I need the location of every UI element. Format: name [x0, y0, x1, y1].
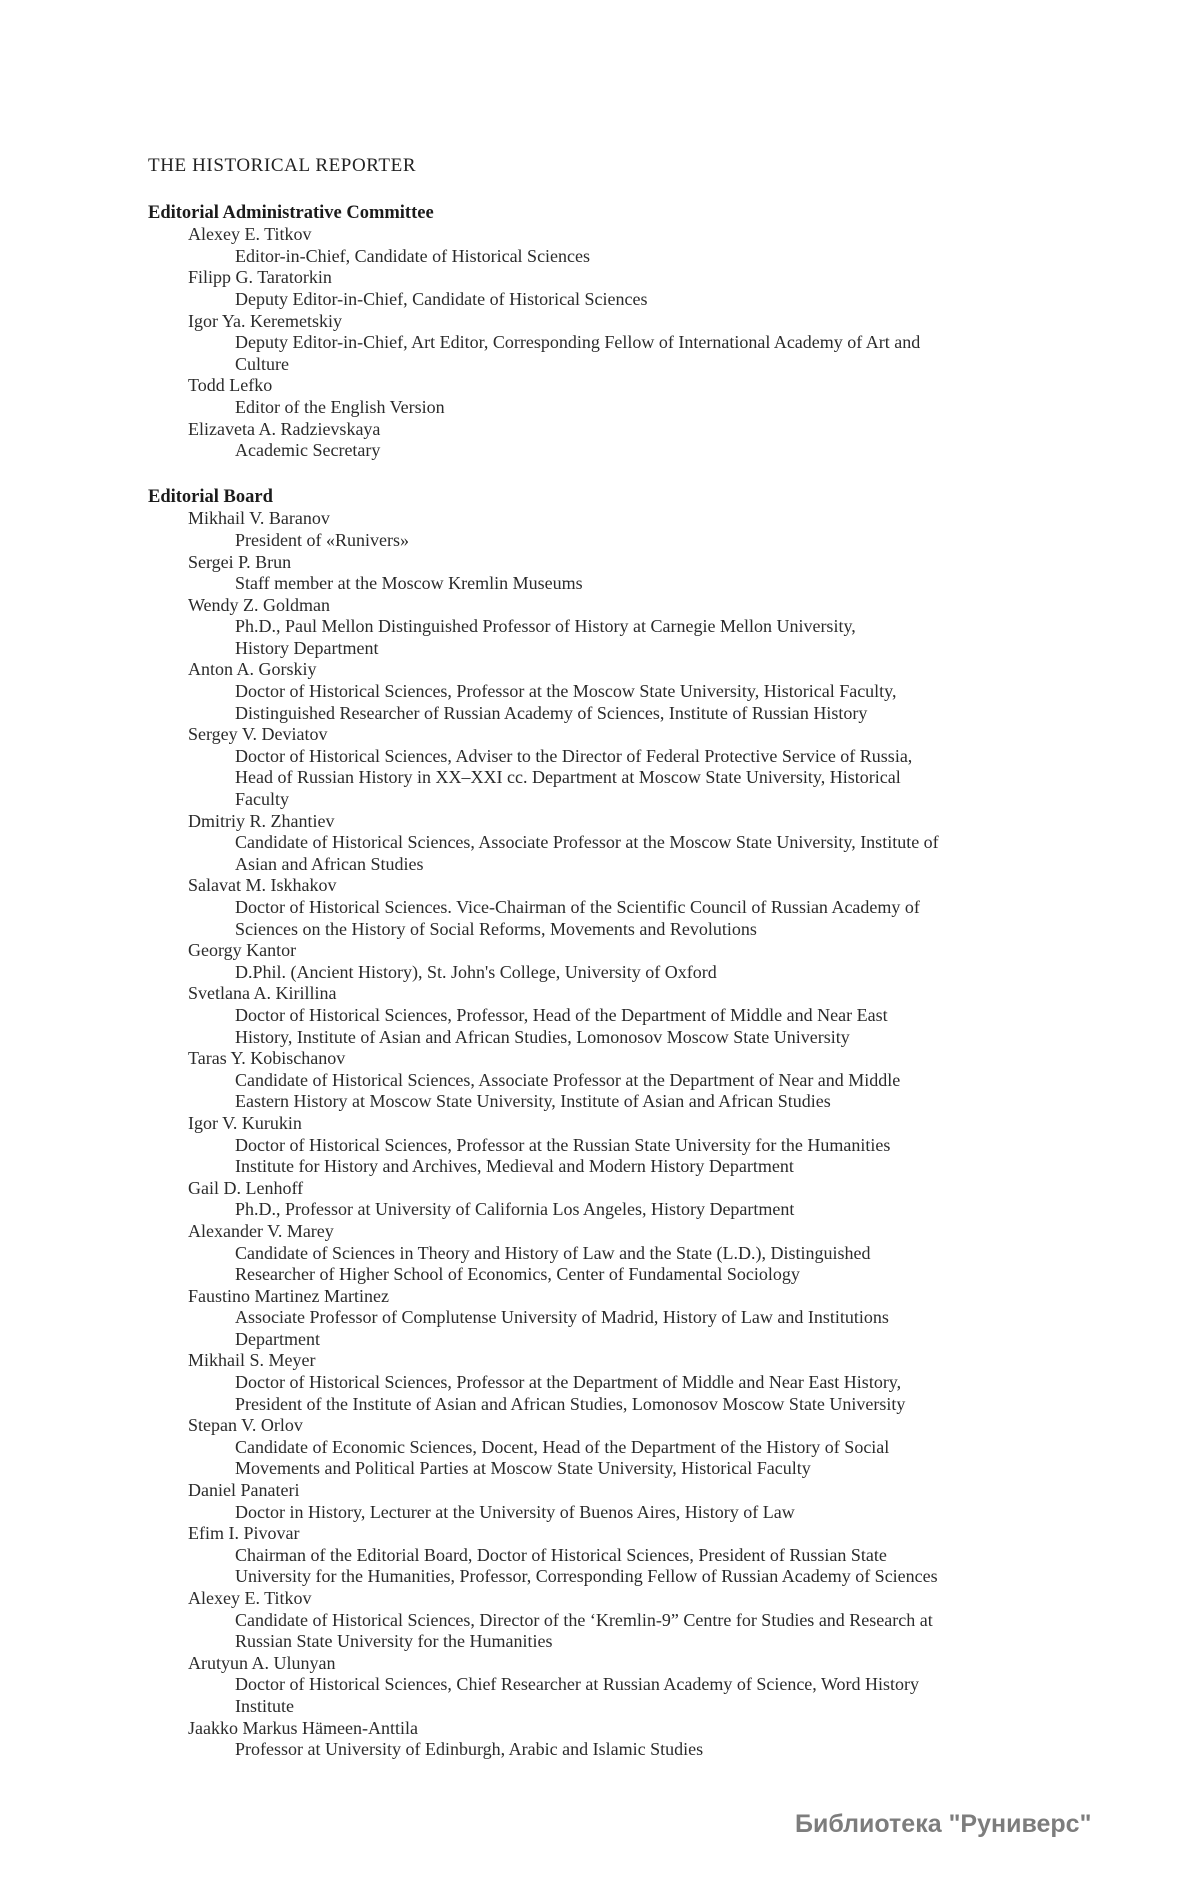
member-name: Alexey E. Titkov: [188, 224, 312, 245]
member-name: Taras Y. Kobischanov: [188, 1048, 346, 1069]
member-role-line: Editor of the English Version: [235, 396, 445, 417]
member-name: Igor Ya. Keremetskiy: [188, 310, 342, 331]
member-role-line: Doctor of Historical Sciences, Professor at the Moscow State University, Historical Faculty,: [235, 681, 897, 702]
editorial-content: [148, 155, 1128, 1786]
member-role-line: Ph.D., Professor at University of California Los Angeles, History Department: [235, 1199, 795, 1220]
sections-container: [148, 203, 1128, 1761]
member-role-line: Deputy Editor-in-Chief, Candidate of Historical Sciences: [235, 288, 648, 309]
member-name: Alexey E. Titkov: [188, 1588, 312, 1608]
member-role-line: Ph.D., Paul Mellon Distinguished Professor of History at Carnegie Mellon University,: [235, 616, 856, 637]
member-role-line: Distinguished Researcher of Russian Academy of Sciences, Institute of Russian History: [235, 702, 868, 723]
member-name: Efim I. Pivovar: [188, 1523, 300, 1544]
library-watermark: Библиотека "Руниверс": [795, 1810, 1092, 1838]
member-role-line: Doctor in History, Lecturer at the University of Buenos Aires, History of Law: [235, 1501, 795, 1522]
member-name: Todd Lefko: [188, 375, 273, 396]
member-name: Jaakko Markus Hämeen-Anttila: [188, 1717, 418, 1738]
member-role-line: Candidate of Sciences in Theory and History of Law and the State (L.D.), Distinguished: [235, 1242, 871, 1263]
member-role-line: Professor at University of Edinburgh, Arabic and Islamic Studies: [235, 1739, 704, 1760]
section-heading: Editorial Board: [148, 486, 273, 507]
member-role-line: Doctor of Historical Sciences, Professor at the Department of Middle and Near East History,: [235, 1372, 902, 1393]
member-name: Stepan V. Orlov: [188, 1415, 303, 1436]
member-name: Sergei P. Brun: [188, 551, 292, 572]
member-role-line: Asian and African Studies: [235, 853, 424, 874]
member-role-line: Movements and Political Parties at Moscow State University, Historical Faculty: [235, 1458, 811, 1479]
member-name: Mikhail S. Meyer: [188, 1350, 316, 1371]
member-name: Georgy Kantor: [188, 940, 297, 961]
member-name: Salavat M. Iskhakov: [188, 875, 337, 896]
member-name: Sergey V. Deviatov: [188, 724, 328, 745]
member-role-line: Culture: [235, 353, 289, 374]
member-role-line: Institute for History and Archives, Medieval and Modern History Department: [235, 1156, 794, 1177]
member-role-line: Deputy Editor-in-Chief, Art Editor, Corresponding Fellow of International Academy of Art and: [235, 332, 921, 353]
member-role-line: Candidate of Historical Sciences, Director of the ‘Kremlin-9” Centre for Studies and Research at: [235, 1609, 933, 1630]
member-role-line: History Department: [235, 637, 379, 658]
member-name: Gail D. Lenhoff: [188, 1177, 304, 1198]
member-name: Faustino Martinez Martinez: [188, 1285, 389, 1306]
member-role-line: Staff member at the Moscow Kremlin Museums: [235, 573, 583, 594]
member-name: Mikhail V. Baranov: [188, 508, 330, 529]
member-role-line: Head of Russian History in XX–XXI cc. Department at Moscow State University, Historical: [235, 767, 901, 788]
member-name: Elizaveta A. Radzievskaya: [188, 418, 381, 439]
member-role-line: Department: [235, 1328, 320, 1349]
member-name: Dmitriy R. Zhantiev: [188, 810, 335, 831]
member-role-line: D.Phil. (Ancient History), St. John's College, University of Oxford: [235, 961, 717, 982]
member-role-line: Associate Professor of Complutense University of Madrid, History of Law and Institutions: [235, 1307, 889, 1328]
member-name: Daniel Panateri: [188, 1480, 300, 1501]
member-name: Filipp G. Taratorkin: [188, 267, 332, 288]
member-role-line: Candidate of Historical Sciences, Associate Professor at the Moscow State University, Institute of: [235, 832, 939, 853]
member-role-line: Eastern History at Moscow State University, Institute of Asian and African Studies: [235, 1091, 831, 1112]
member-role-line: University for the Humanities, Professor, Corresponding Fellow of Russian Academy of Sciences: [235, 1566, 938, 1587]
member-role-line: President of the Institute of Asian and African Studies, Lomonosov Moscow State University: [235, 1393, 906, 1414]
member-name: Alexander V. Marey: [188, 1220, 334, 1241]
member-role-line: Editor-in-Chief, Candidate of Historical Sciences: [235, 245, 591, 266]
member-role-line: Candidate of Historical Sciences, Associate Professor at the Department of Near and Middle: [235, 1069, 901, 1090]
member-role-line: Sciences on the History of Social Reforms, Movements and Revolutions: [235, 918, 757, 939]
section: [148, 487, 1128, 1761]
member-name: Anton A. Gorskiy: [188, 659, 317, 680]
page-title: THE HISTORICAL REPORTER: [148, 155, 417, 176]
member-name: Igor V. Kurukin: [188, 1112, 302, 1133]
member-role-line: President of «Runivers»: [235, 529, 409, 550]
member-role-line: Academic Secretary: [235, 440, 381, 461]
member-role-line: Faculty: [235, 789, 289, 810]
member-role-line: Doctor of Historical Sciences, Professor at the Russian State University for the Humanities: [235, 1134, 891, 1155]
member-role-line: Institute: [235, 1695, 294, 1716]
member-role-line: Doctor of Historical Sciences. Vice-Chairman of the Scientific Council of Russian Academy of: [235, 897, 920, 917]
member-role-line: Doctor of Historical Sciences, Chief Researcher at Russian Academy of Science, Word History: [235, 1674, 920, 1695]
member-role-line: Researcher of Higher School of Economics, Center of Fundamental Sociology: [235, 1264, 800, 1285]
section-heading: Editorial Administrative Committee: [148, 202, 434, 223]
member-name: Svetlana A. Kirillina: [188, 983, 337, 1004]
member-name: Wendy Z. Goldman: [188, 594, 331, 615]
member-role-line: Doctor of Historical Sciences, Professor, Head of the Department of Middle and Near East: [235, 1004, 888, 1025]
member-role-line: Russian State University for the Humanities: [235, 1631, 553, 1652]
member-role-line: History, Institute of Asian and African Studies, Lomonosov Moscow State University: [235, 1026, 850, 1047]
member-name: Arutyun A. Ulunyan: [188, 1652, 336, 1673]
section: [148, 203, 1128, 462]
member-role-line: Candidate of Economic Sciences, Docent, Head of the Department of the History of Social: [235, 1436, 890, 1457]
member-role-line: Chairman of the Editorial Board, Doctor of Historical Sciences, President of Russian State: [235, 1544, 887, 1565]
member-role-line: Doctor of Historical Sciences, Adviser to the Director of Federal Protective Service of Russia,: [235, 745, 913, 766]
